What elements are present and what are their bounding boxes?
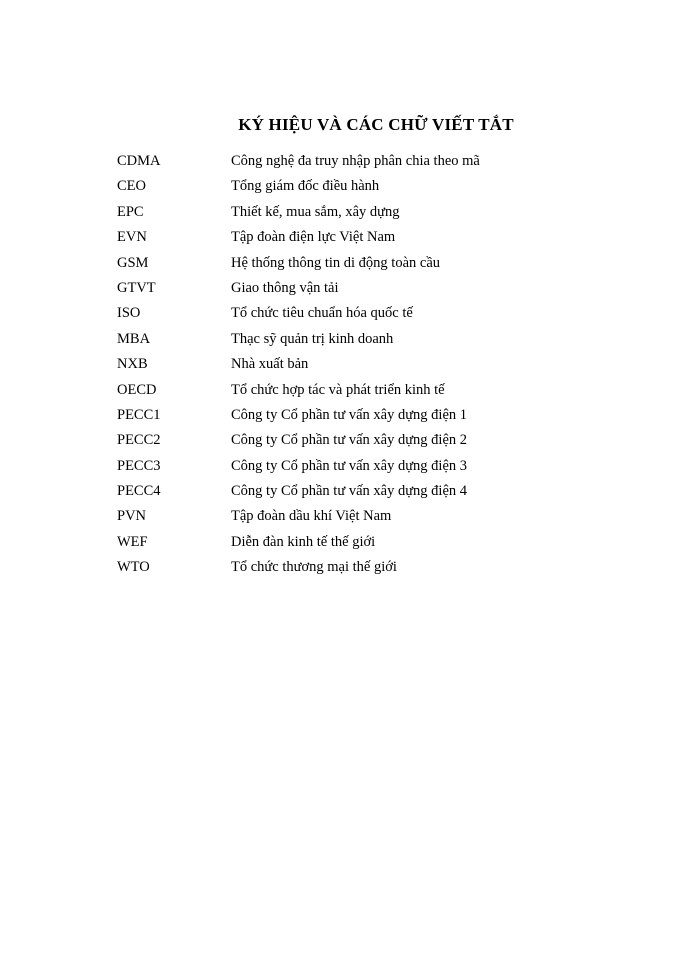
abbreviation-meaning: Giao thông vận tải [231,279,339,296]
abbreviation-meaning: Tổng giám đốc điều hành [231,178,380,195]
abbreviation-row [117,506,637,531]
abbreviation-row [117,227,637,252]
abbreviation-term: WTO [117,559,150,576]
abbreviation-term: EVN [117,229,147,246]
abbreviation-row [117,278,637,303]
abbreviation-row [117,557,637,582]
abbreviation-row [117,329,637,354]
abbreviation-row [117,481,637,506]
abbreviation-term: GSM [117,254,149,271]
abbreviation-term: PECC4 [117,483,161,500]
abbreviation-term: NXB [117,356,148,373]
abbreviation-meaning: Công ty Cổ phần tư vấn xây dựng điện 4 [231,483,468,500]
abbreviation-row [117,430,637,455]
abbreviation-term: OECD [117,381,157,398]
abbreviation-meaning: Tập đoàn điện lực Việt Nam [231,229,396,246]
abbreviation-meaning: Hệ thống thông tin di động toàn cầu [231,254,441,271]
abbreviation-meaning: Công ty Cổ phần tư vấn xây dựng điện 3 [231,457,468,474]
abbreviation-meaning: Diễn đàn kinh tế thế giới [231,533,376,550]
abbreviation-term: WEF [117,533,148,550]
abbreviation-meaning: Công ty Cổ phần tư vấn xây dựng điện 2 [231,432,468,449]
abbreviation-row [117,202,637,227]
abbreviation-list [117,151,637,583]
abbreviation-row [117,456,637,481]
abbreviation-term: EPC [117,203,144,220]
abbreviation-meaning: Thiết kế, mua sắm, xây dựng [231,203,400,220]
abbreviation-meaning: Công ty Cổ phần tư vấn xây dựng điện 1 [231,406,468,423]
abbreviation-term: PECC2 [117,432,161,449]
abbreviation-meaning: Thạc sỹ quản trị kinh doanh [231,330,394,347]
abbreviation-meaning: Tổ chức thương mại thế giới [231,559,397,576]
abbreviation-row [117,303,637,328]
abbreviation-row [117,176,637,201]
abbreviation-term: MBA [117,330,151,347]
abbreviation-meaning: Công nghệ đa truy nhập phân chia theo mã [231,153,480,169]
abbreviation-term: PECC1 [117,406,161,423]
abbreviation-term: ISO [117,305,141,322]
abbreviation-row [117,354,637,379]
abbreviation-term: PVN [117,508,147,525]
abbreviation-meaning: Tổ chức hợp tác và phát triển kinh tế [231,381,445,398]
abbreviation-row [117,151,637,176]
abbreviation-meaning: Tổ chức tiêu chuẩn hóa quốc tế [231,305,413,322]
abbreviation-term: PECC3 [117,457,161,474]
abbreviation-meaning: Nhà xuất bản [231,356,309,373]
page-title: KÝ HIỆU VÀ CÁC CHỮ VIẾT TẮT [238,115,514,134]
abbreviation-row [117,253,637,278]
abbreviation-term: CDMA [117,153,161,169]
abbreviation-term: GTVT [117,279,156,296]
abbreviation-row [117,532,637,557]
abbreviation-meaning: Tập đoàn dầu khí Việt Nam [231,508,392,525]
abbreviation-row [117,380,637,405]
abbreviation-row [117,405,637,430]
abbreviation-term: CEO [117,178,146,195]
